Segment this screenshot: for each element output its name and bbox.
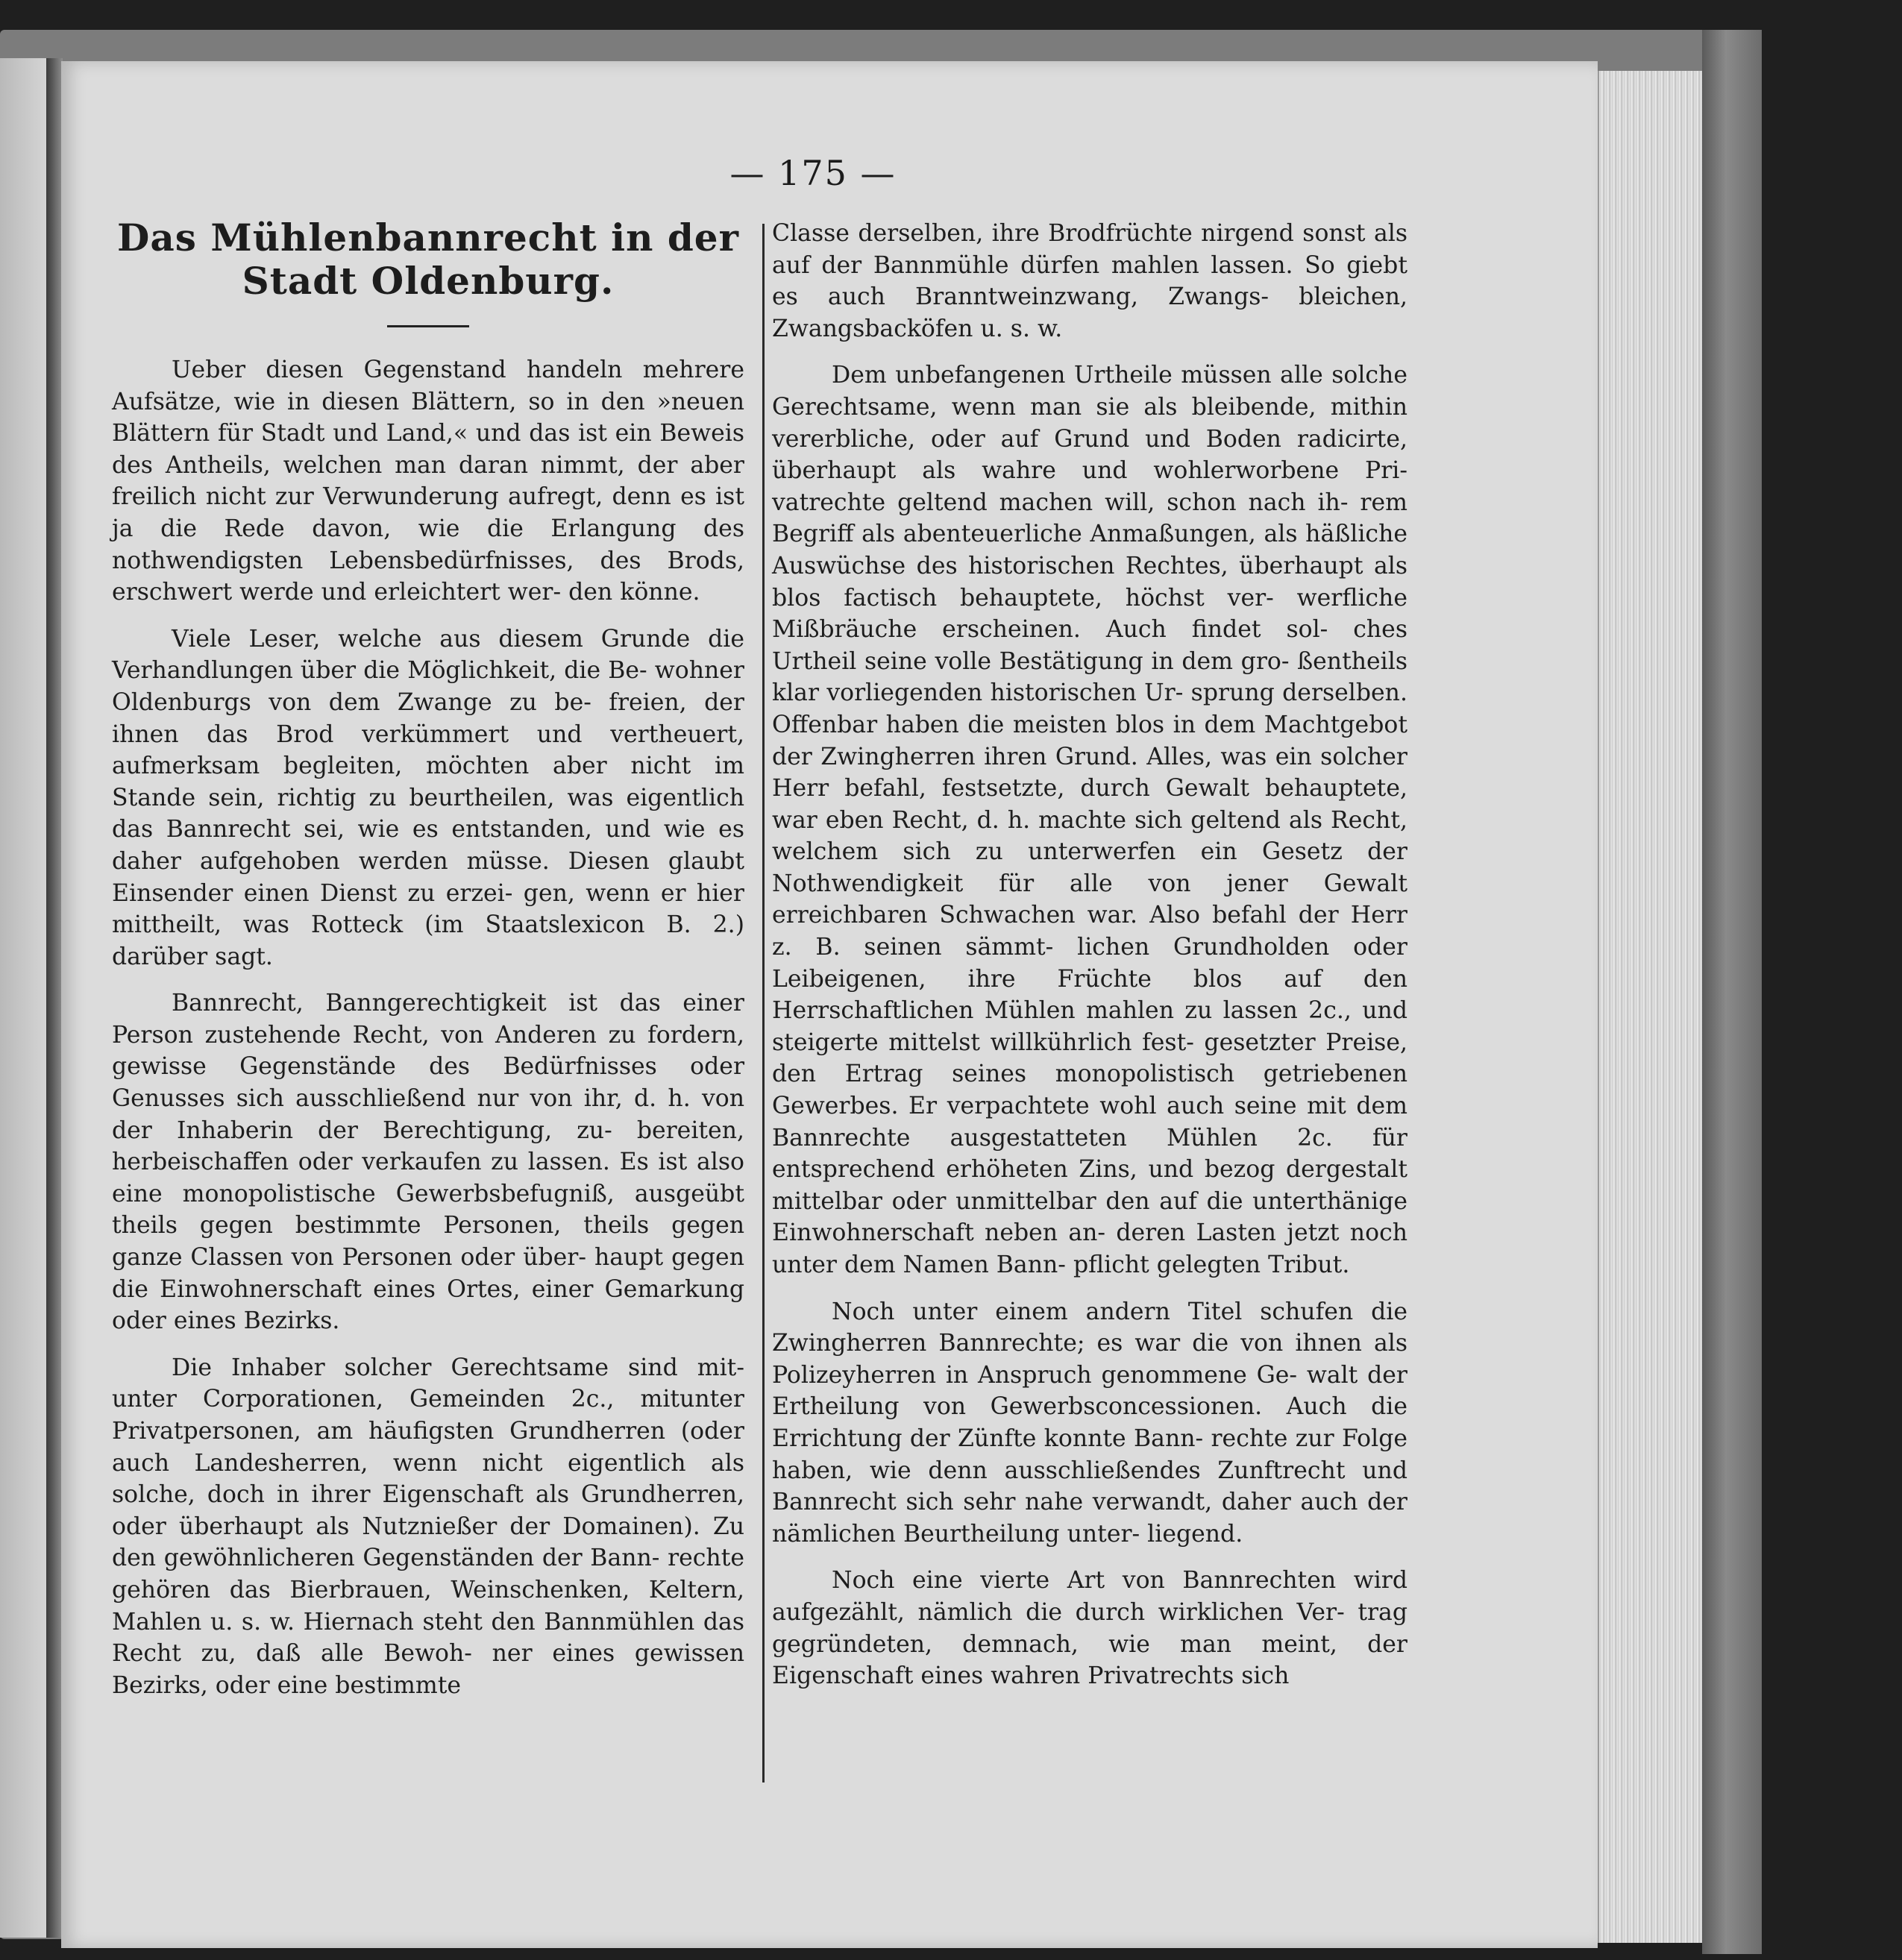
page-number: — 175 — xyxy=(729,153,897,193)
left-paragraph-2: Viele Leser, welche aus diesem Grunde die Verhandlungen über die Möglichkeit, die Be- wohner Oldenburgs von dem Zwange zu be- freien, der ihnen das Brod verkümmert und vertheuert, aufmerksam begleiten, möchten aber nicht im Stande sein, richtig zu beurtheilen, was eigentlich das Bannrecht sei, wie es entstanden, und wie es daher aufgehoben werden müsse. Diesen glaubt Einsender einen Dienst zu erzei- gen, wenn er hier mittheilt, was Rotteck (im Staatslexicon B. 2.) darüber sagt. xyxy=(112,625,744,970)
article-title xyxy=(112,216,744,303)
book-cover-right-edge xyxy=(1702,30,1762,1954)
right-paragraph-1: Classe derselben, ihre Brodfrüchte nirgend sonst als auf der Bannmühle dürfen mahlen lassen. So giebt es auch Branntweinzwang, Zwangs- bleichen, Zwangsbacköfen u. s. w. xyxy=(772,220,1407,342)
left-paragraph-3: Bannrecht, Banngerechtigkeit ist das einer Person zustehende Recht, von Anderen zu fordern, gewisse Gegenstände des Bedürfnisses oder Genusses sich ausschließend nur von ihr, d. h. von der Inhaberin der Berechtigung, zu- bereiten, herbeischaffen oder verkaufen zu lassen. Es ist also eine monopolistische Gewerbsbefugniß, ausgeübt theils gegen bestimmte Personen, theils gegen ganze Classen von Personen oder über- haupt gegen die Einwohnerschaft eines Ortes, einer Gemarkung oder eines Bezirks. xyxy=(112,990,744,1335)
left-paragraph-4: Die Inhaber solcher Gerechtsame sind mit- unter Corporationen, Gemeinden 2c., mitunter Privatpersonen, am häufigsten Grundherren (oder auch Landesherren, wenn nicht eigentlich als solche, doch in ihrer Eigenschaft als Grundherren, oder überhaupt als Nutznießer der Domainen). Zu den gewöhnlicheren Gegenständen der Bann- rechte gehören das Bierbrauen, Weinschenken, Keltern, Mahlen u. s. w. Hiernach steht den Bannmühlen das Recht zu, daß alle Bewoh- ner eines gewissen Bezirks, oder eine bestimmte xyxy=(112,1354,744,1699)
title-divider xyxy=(387,325,469,327)
article-title-line-1: Das Mühlenbannrecht in der xyxy=(117,216,739,260)
left-column xyxy=(112,216,744,1716)
column-divider xyxy=(762,224,765,1782)
page-block-edges xyxy=(1598,71,1704,1943)
right-column xyxy=(772,218,1407,1707)
right-paragraph-2: Dem unbefangenen Urtheile müssen alle solche Gerechtsame, wenn man sie als bleibende, mithin vererbliche, oder auf Grund und Boden radicirte, überhaupt als wahre und wohlerworbene Pri- vatrechte geltend machen will, schon nach ih- rem Begriff als abenteuerliche Anmaßungen, als häßliche Auswüchse des historischen Rechtes, überhaupt als blos factisch behauptete, höchst ver- werfliche Mißbräuche erscheinen. Auch findet sol- ches Urtheil seine volle Bestätigung in dem gro- ßentheils klar vorliegenden historischen Ur- sprung derselben. Offenbar haben die meisten blos in dem Machtgebot der Zwingherren ihren Grund. Alles, was ein solcher Herr befahl, festsetzte, durch Gewalt behauptete, war eben Recht, d. h. machte sich geltend als Recht, welchem sich zu unterwerfen ein Gesetz der Nothwendigkeit für alle von jener Gewalt erreichbaren Schwachen war. Also befahl der Herr z. B. seinen sämmt- lichen Grundholden oder Leibeigenen, ihre Früchte blos auf den Herrschaftlichen Mühlen mahlen zu lassen 2c., und steigerte mittelst willkührlich fest- gesetzter Preise, den Ertrag seines monopolistisch getriebenen Gewerbes. Er verpachtete wohl auch seine mit dem Bannrechte ausgestatteten Mühlen 2c. für entsprechend erhöheten Zins, und bezog dergestalt mittelbar oder unmittelbar den auf die unterthänige Einwohnerschaft neben an- deren Lasten jetzt noch unter dem Namen Bann- pflicht gelegten Tribut. xyxy=(772,362,1407,1278)
facing-page-edge xyxy=(0,58,52,1938)
right-paragraph-4: Noch eine vierte Art von Bannrechten wird aufgezählt, nämlich die durch wirklichen Ver- trag gegründeten, demnach, wie man meint, der Eigenschaft eines wahren Privatrechts sich xyxy=(772,1567,1407,1690)
right-paragraph-3: Noch unter einem andern Titel schufen die Zwingherren Bannrechte; es war die von ihnen als Polizeyherren in Anspruch genommene Ge- walt der Ertheilung von Gewerbsconcessionen. Auch die Errichtung der Zünfte konnte Bann- rechte zur Folge haben, wie denn ausschließendes Zunftrecht und Bannrecht sich sehr nahe verwandt, daher auch der nämlichen Beurtheilung unter- liegend. xyxy=(772,1298,1407,1548)
left-paragraph-1: Ueber diesen Gegenstand handeln mehrere Aufsätze, wie in diesen Blättern, so in den »neuen Blättern für Stadt und Land,« und das ist ein Beweis des Antheils, welchen man daran nimmt, der aber freilich nicht zur Verwunderung aufregt, denn es ist ja die Rede davon, wie die Erlangung des nothwendigsten Lebensbedürfnisses, des Brods, erschwert werde und erleichtert wer- den könne. xyxy=(112,356,744,606)
book-gutter xyxy=(46,58,63,1938)
article-title-line-2: Stadt Oldenburg. xyxy=(242,259,615,303)
